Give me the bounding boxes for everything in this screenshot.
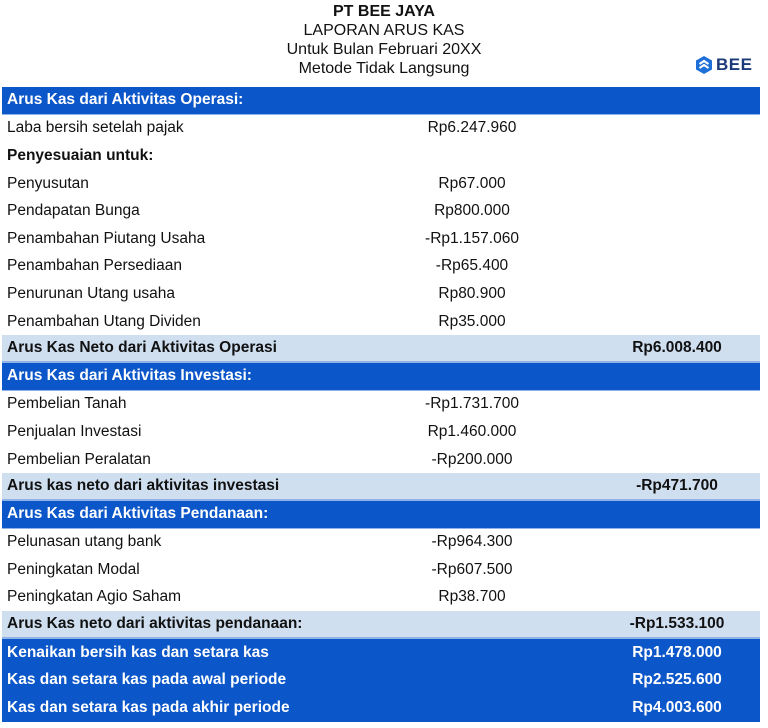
row-amount: -Rp964.300 xyxy=(431,533,513,551)
section-row xyxy=(2,501,760,529)
row-total: Rp2.525.600 xyxy=(632,671,722,689)
table-row xyxy=(2,225,760,253)
row-label: Arus Kas Neto dari Aktivitas Operasi xyxy=(7,339,277,357)
row-label: Penjualan Investasi xyxy=(7,422,142,440)
row-amount: Rp800.000 xyxy=(434,202,510,220)
row-amount: -Rp1.157.060 xyxy=(425,229,519,247)
row-label: Arus Kas neto dari aktivitas pendanaan: xyxy=(7,615,303,633)
table-row xyxy=(2,280,760,308)
row-total: Rp4.003.600 xyxy=(632,698,722,716)
row-total: Rp6.008.400 xyxy=(632,339,722,357)
table-row xyxy=(2,115,760,143)
row-total: -Rp471.700 xyxy=(636,477,718,495)
row-label: Pembelian Peralatan xyxy=(7,450,151,468)
row-label: Penambahan Utang Dividen xyxy=(7,312,201,330)
section-row xyxy=(2,363,760,391)
table-row xyxy=(2,253,760,281)
row-label: Penyesuaian untuk: xyxy=(7,146,154,164)
table-row xyxy=(2,418,760,446)
cash-flow-table xyxy=(2,87,760,722)
row-label: Arus Kas dari Aktivitas Operasi: xyxy=(7,91,244,109)
row-label: Penurunan Utang usaha xyxy=(7,284,176,302)
row-label: Penyusutan xyxy=(7,174,89,192)
table-row xyxy=(2,197,760,225)
final-row xyxy=(2,666,760,694)
report-title: LAPORAN ARUS KAS xyxy=(303,22,465,39)
row-amount: Rp80.900 xyxy=(438,284,506,302)
row-label: Peningkatan Agio Saham xyxy=(7,588,182,606)
row-amount: Rp67.000 xyxy=(438,174,506,192)
row-amount: -Rp200.000 xyxy=(431,450,513,468)
table-row xyxy=(2,529,760,557)
row-total: -Rp1.533.100 xyxy=(629,615,725,633)
row-label: Arus Kas dari Aktivitas Investasi: xyxy=(7,367,252,385)
subtotal-row xyxy=(2,473,760,501)
row-label: Penambahan Persediaan xyxy=(7,257,182,275)
row-amount: Rp35.000 xyxy=(438,312,506,330)
final-row xyxy=(2,639,760,667)
subtotal-row xyxy=(2,611,760,639)
row-label: Arus Kas dari Aktivitas Pendanaan: xyxy=(7,505,269,523)
row-amount: -Rp65.400 xyxy=(435,257,509,275)
row-label: Penambahan Piutang Usaha xyxy=(7,229,206,247)
row-label: Kenaikan bersih kas dan setara kas xyxy=(7,643,269,661)
bee-logo xyxy=(695,55,752,75)
table-row xyxy=(2,584,760,612)
logo-text: BEE xyxy=(716,55,753,74)
table-row xyxy=(2,446,760,474)
row-amount: -Rp1.731.700 xyxy=(425,395,519,413)
row-amount: Rp6.247.960 xyxy=(427,119,517,137)
row-label: Laba bersih setelah pajak xyxy=(7,119,184,137)
subhead-row xyxy=(2,142,760,170)
row-amount: Rp38.700 xyxy=(438,588,506,606)
row-label: Kas dan setara kas pada awal periode xyxy=(7,671,287,689)
table-row xyxy=(2,556,760,584)
report-method: Metode Tidak Langsung xyxy=(298,60,470,77)
row-amount: Rp1.460.000 xyxy=(427,422,517,440)
table-row xyxy=(2,308,760,336)
row-total: Rp1.478.000 xyxy=(632,643,722,661)
row-label: Kas dan setara kas pada akhir periode xyxy=(7,698,290,716)
section-row xyxy=(2,87,760,115)
table-row xyxy=(2,170,760,198)
row-amount: -Rp607.500 xyxy=(431,560,513,578)
report-period: Untuk Bulan Februari 20XX xyxy=(286,41,482,58)
report-header xyxy=(0,2,768,78)
row-label: Pembelian Tanah xyxy=(7,395,127,413)
table-row xyxy=(2,391,760,419)
company-name: PT BEE JAYA xyxy=(333,3,435,20)
row-label: Pelunasan utang bank xyxy=(7,533,162,551)
row-label: Arus kas neto dari aktivitas investasi xyxy=(7,477,280,495)
subtotal-row xyxy=(2,335,760,363)
final-row xyxy=(2,694,760,722)
row-label: Pendapatan Bunga xyxy=(7,202,140,220)
bee-shield-icon xyxy=(695,55,713,75)
row-label: Peningkatan Modal xyxy=(7,560,140,578)
